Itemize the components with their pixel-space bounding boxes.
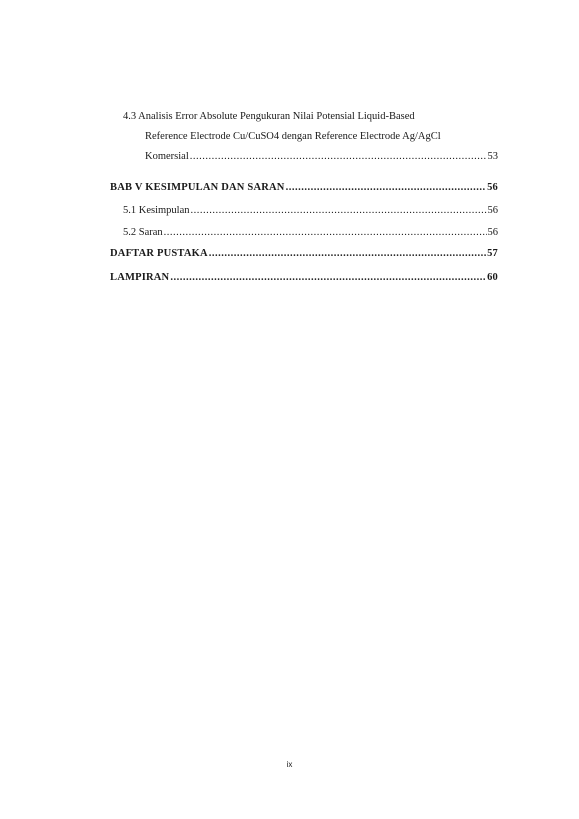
toc-entry-label: 5.2 Saran	[123, 227, 163, 238]
toc-entry-label: DAFTAR PUSTAKA	[110, 248, 208, 259]
toc-page-number: 56	[487, 227, 498, 238]
dot-leader	[286, 181, 487, 195]
toc-entry-4-3-line-1: 4.3 Analisis Error Absolute Pengukuran Nilai Potensial Liquid-Based	[123, 111, 415, 122]
toc-entry-5-1[interactable]	[123, 204, 498, 218]
toc-entry-bab-v[interactable]	[110, 181, 498, 195]
toc-entry-label: 5.1 Kesimpulan	[123, 205, 190, 216]
toc-entry-label: Komersial	[145, 151, 189, 162]
toc-entry-5-2[interactable]	[123, 226, 498, 240]
dot-leader	[191, 204, 487, 218]
dot-leader	[164, 226, 487, 240]
toc-entry-4-3-line-2: Reference Electrode Cu/CuSO4 dengan Reference Electrode Ag/AgCl	[145, 131, 441, 142]
dot-leader	[209, 247, 486, 261]
toc-page-number: 60	[487, 272, 498, 283]
dot-leader	[190, 150, 487, 164]
toc-page-number: 56	[487, 182, 498, 193]
dot-leader	[170, 271, 486, 285]
toc-entry-label: BAB V KESIMPULAN DAN SARAN	[110, 182, 285, 193]
toc-page-number: 57	[487, 248, 498, 259]
toc-entry-daftar-pustaka[interactable]	[110, 247, 498, 261]
toc-entry-label: LAMPIRAN	[110, 272, 170, 283]
toc-entry-lampiran[interactable]	[110, 271, 498, 285]
toc-page-number: 53	[487, 151, 498, 162]
toc-entry-4-3[interactable]	[145, 150, 498, 164]
page-number: ix	[286, 760, 293, 769]
toc-page-number: 56	[487, 205, 498, 216]
